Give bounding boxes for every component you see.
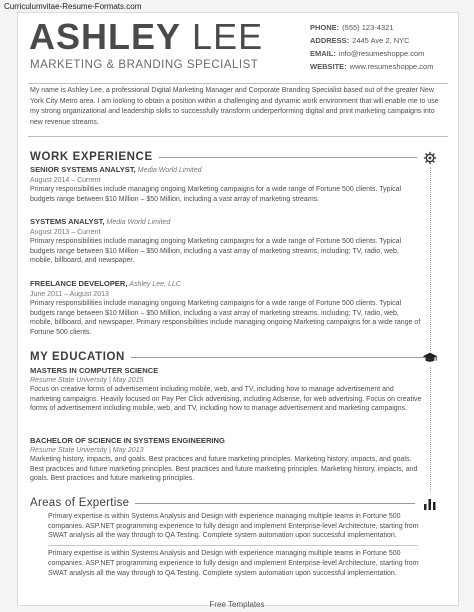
education-entry bbox=[30, 366, 422, 414]
degree-description: Focus on creative forms of advertisement including mobile, web, and TV, including how to manage advertisement and marketing campaigns. Heavily focused on Pay Per Click advertising, including Adsense, for web advertising. Focus on creative forms of advertisement including mobile, web, and TV, including how to manage advertisement and marketing campaigns. bbox=[30, 386, 422, 412]
education-entry bbox=[30, 436, 422, 484]
degree-date: Resume State University | May 2013 bbox=[30, 446, 144, 454]
contact-block bbox=[310, 21, 433, 73]
education-timeline bbox=[430, 367, 432, 493]
expertise-paragraph: Primary expertise is within Systems Analysis and Design with experience managing multiple teams in Fortune 500 companies. ASP.NET programming experience to fully design and implement Enterprise-level Architecture, starting from SWAT analysis all the way through to QA Testing. Complete system automation upon successful implementation. bbox=[48, 550, 419, 577]
degree-date: Resume State University | May 2015 bbox=[30, 376, 144, 384]
job-date: August 2013 – Current bbox=[30, 228, 101, 236]
expertise-divider bbox=[48, 545, 418, 546]
expertise-heading-text: Areas of Expertise bbox=[30, 497, 130, 509]
job-date: June 2011 – August 2013 bbox=[30, 290, 109, 298]
graduation-cap-icon bbox=[422, 351, 438, 365]
job-title: FREELANCE DEVELOPER, bbox=[30, 279, 128, 288]
job-entry bbox=[30, 165, 422, 204]
watermark-bottom: Free Templates bbox=[209, 600, 265, 609]
job-company: Media World Limited bbox=[137, 167, 202, 174]
contact-website bbox=[310, 60, 433, 73]
education-heading bbox=[30, 351, 431, 363]
address-label: ADDRESS: bbox=[310, 36, 350, 45]
gear-icon bbox=[422, 151, 438, 165]
header-divider bbox=[28, 83, 448, 84]
email-label: EMAIL: bbox=[310, 49, 336, 58]
job-company: Ashley Lee, LLC bbox=[129, 281, 181, 288]
job-description: Primary responsibilities include managing ongoing Marketing campaigns for a wide range of Fortune 500 clients. Typical budgets range between $10 Million – $50 Million, including a vast array of marketing streams. bbox=[30, 186, 402, 203]
job-role: MARKETING & BRANDING SPECIALIST bbox=[30, 59, 259, 71]
phone-value: (555) 123-4321 bbox=[342, 23, 394, 32]
summary-text: My name is Ashley Lee, a professional Digital Marketing Manager and Corporate Branding Specialist based out of the greater New York City Metro area. I am looking to obtain a position within a challenging and dynamic work environment that will enable me to use my strong organizational and leadership skills to successfully transform underperforming digital and print marketing campaigns into new revenue streams. bbox=[30, 87, 439, 126]
watermark-top: Curriculumvitae-Resume-Formats.com bbox=[4, 2, 142, 11]
education-heading-rule bbox=[131, 357, 431, 358]
job-company: Media World Limited bbox=[106, 219, 171, 226]
work-timeline bbox=[430, 167, 432, 351]
job-title: SENIOR SYSTEMS ANALYST, bbox=[30, 165, 136, 174]
summary-divider bbox=[28, 136, 448, 137]
job-date: August 2014 – Current bbox=[30, 176, 101, 184]
work-heading-rule bbox=[159, 157, 417, 158]
expertise-paragraph: Primary expertise is within Systems Analysis and Design with experience managing multiple teams in Fortune 500 companies. ASP.NET programming experience to fully design and implement Enterprise-level Architecture, starting from SWAT analysis all the way through to QA Testing. Complete system automation upon successful implementation. bbox=[48, 513, 419, 540]
expertise-heading-rule bbox=[135, 503, 415, 504]
job-description: Primary responsibilities include managing ongoing Marketing campaigns for a wide range of Fortune 500 clients. Typical budgets range between $10 Million – $50 Million, including a vast array of marketing streams, including; TV, radio, web, mobile, billboard, and newspaper. Primary responsibilities include managing ongoing Marketing campaigns for a wide range of Fortune 500 clients. bbox=[30, 300, 421, 336]
email-value[interactable]: info@resumeshoppe.com bbox=[338, 49, 425, 58]
candidate-name bbox=[29, 18, 263, 56]
bar-chart-icon bbox=[422, 497, 438, 511]
address-value: 2445 Ave 2, NYC bbox=[352, 36, 410, 45]
degree-description: Marketing history, impacts, and goals. Best practices and future marketing principles. Marketing history, impacts, and goals. Best practices and future marketing principles. Best practices and future marketing principles. Marketing history, impacts, and goals. Best practices and future marketing principles. bbox=[30, 456, 418, 482]
last-name: LEE bbox=[192, 16, 264, 57]
phone-label: PHONE: bbox=[310, 23, 340, 32]
contact-email bbox=[310, 47, 433, 60]
expertise-text bbox=[48, 512, 422, 582]
contact-phone bbox=[310, 21, 433, 34]
education-heading-text: MY EDUCATION bbox=[30, 351, 125, 363]
job-entry bbox=[30, 217, 422, 266]
degree-title: MASTERS IN COMPUTER SCIENCE bbox=[30, 366, 159, 375]
work-experience-heading bbox=[30, 151, 417, 163]
job-description: Primary responsibilities include managing ongoing Marketing campaigns for a wide range of Fortune 500 clients. Typical budgets range between $10 Million – $50 Million, including a vast array of marketing streams, including; TV, radio, web, mobile, billboard, and newspaper. bbox=[30, 238, 402, 264]
website-value[interactable]: www.resumeshoppe.com bbox=[349, 62, 434, 71]
job-title: SYSTEMS ANALYST, bbox=[30, 217, 105, 226]
website-label: WEBSITE: bbox=[310, 62, 347, 71]
work-heading-text: WORK EXPERIENCE bbox=[30, 151, 153, 163]
degree-title: BACHELOR OF SCIENCE IN SYSTEMS ENGINEERING bbox=[30, 436, 225, 445]
first-name: ASHLEY bbox=[29, 16, 182, 57]
expertise-heading bbox=[30, 497, 415, 509]
job-entry bbox=[30, 279, 422, 337]
contact-address bbox=[310, 34, 433, 47]
resume-page bbox=[17, 12, 459, 606]
